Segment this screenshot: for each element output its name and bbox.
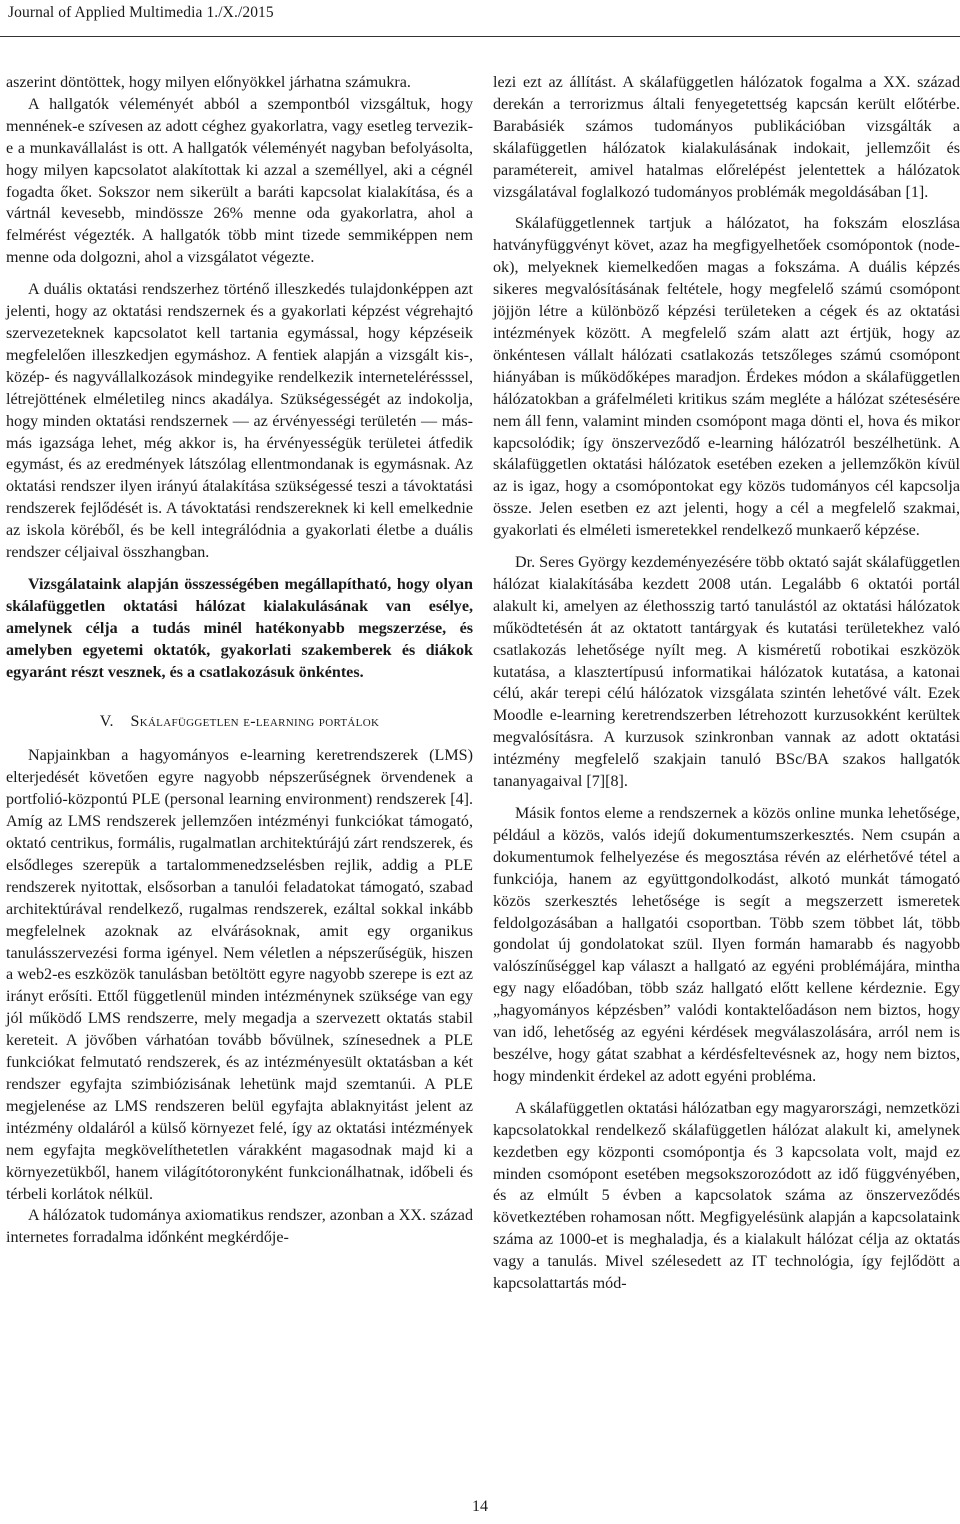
paragraph: Dr. Seres György kezdeményezésére több oktató saját skálafüggetlen hálózat kialakításába kezdett 2008 után. Legalább 6 oktatói portál alakult ki, amelyen az élethosszig tartó tanulástól az oktatási hálózatok működtetésén át az oktatott tantárgyak és kutatási területekhez való csatlakozás lehetősége nyílt meg. A kisméretű robotikai eszközök kutatása, a klasztertípusú informatikai hálózatok kutatása, a katonai célú, akár terepi célú hálózatok vizsgálata szintén lehetővé vált. Ezek Moodle e-learning keretrendszerben létrehozott kurzusokként kerültek megvalósításra. A kurzusok szinkronban vannak az adott oktatási intézmény megfelelő szakjain tanuló BSc/BA szakos hallgatók tananyagaival [7][8].	[493, 554, 960, 791]
section-title: Skálafüggetlen e-learning portálok	[130, 713, 380, 731]
paragraph: A hálózatok tudománya axiomatikus rendszer, azonban a XX. század internetes forradalma időnként megkérdője-	[6, 1207, 473, 1247]
paragraph: lezi ezt az állítást. A skálafüggetlen hálózatok fogalma a XX. század derekán a terrorizmus általi fenyegetettség kapcsán került előtérbe. Barabásiék számos tudományos publikációban vizsgálták a skálafüggetlen hálózatok kialakulásának indokait, jellemzőit és paramétereit, amivel hatalmas előrelépést jelentettek a hálózatok vizsgálatával foglalkozó tudományos problémák megoldásában [1].	[493, 74, 960, 201]
left-column	[6, 72, 473, 1249]
conclusion-paragraph: Vizsgálataink alapján összességében megállapítható, hogy olyan skálafüggetlen oktatási hálózat kialakulásának van esélye, amelynek célja a tudás minél hatékonyabb megszerzése, és amelyben egyetemi oktatók, gyakorlati szakemberek és diákok egyaránt részt vesznek, és a csatlakozásuk önkéntes.	[6, 575, 473, 681]
paragraph: aszerint döntöttek, hogy milyen előnyökkel járhatna számukra.	[6, 74, 411, 91]
right-column	[493, 72, 960, 1295]
section-heading	[6, 711, 473, 733]
paragraph: Másik fontos eleme a rendszernek a közös online munka lehetősége, például a közös, valós idejű dokumentumszerkesztés. Nem csupán a dokumentumok felhelyezése és megosztása révén az elérhetővé tétel a funkciója, hanem az együttgondolkodást, alkotó munkát támogató közös szerkesztés lehetősége is segít a megszerzett ismeretek feldolgozásában a hallgatói csoportban. Több szem többet lát, több gondolat új gondolatokat szül. Ilyen formán hamarabb és nagyobb valószínűséggel kap választ a hallgató az egyéni problémájára, mintha egy nagy előadóban, több száz hallgató előtt kellene kérdeznie. Egy „hagyományos képzésben” valódi kontaktelőadáson nem biztos, hogy van idő, lehetőség az egyéni kérdések megválaszolására, arról nem is beszélve, hogy gátat szabhat a kérdésfeltevésnek az, hogy nem biztos, hogy mindenkit érdekel az adott egyéni probléma.	[493, 805, 960, 1085]
paragraph: A skálafüggetlen oktatási hálózatban egy magyarországi, nemzetközi kapcsolatokkal rendelkező skálafüggetlen hálózat alakult ki, amelynek kezdetben egy központi csomópontja és 3 kapcsolata volt, majd ez minden csomópont esetében megsokszorozódott az idő függvényében, és az elmúlt 5 évben a kapcsolatok száma az önszerveződés következtében rohamosan nőtt. Megfigyelésünk alapján a kapcsolataink száma az 1000-et is meghaladja, és a kialakult hálózat célja az oktatás vagy a tanulás. Mivel szélesedett az IT technológia, így fejlődött a kapcsolattartás mód-	[493, 1099, 960, 1293]
running-header: Journal of Applied Multimedia 1./X./2015	[8, 4, 274, 21]
paragraph: A hallgatók véleményét abból a szempontból vizsgáltuk, hogy mennének-e szívesen az adott céghez gyakorlatra, vagy esetleg tervezik-e a munkavállalást is ott. A hallgatók véleményét nagyban befolyásolta, hogy milyen kapcsolatot alakítottak ki azzal a személlyel, aki a cégnél fogadta őket. Sokszor nem sikerült a baráti kapcsolat kialakítása, és a vártnál kevesebb, mindössze 26% menne oda gyakorlatra, ahol a felmérést végezték. A hallgatók több mint tizede semmiképpen nem menne oda dolgozni, ahol a vizsgálatot végezte.	[6, 95, 473, 267]
paragraph: Skálafüggetlennek tartjuk a hálózatot, ha fokszám eloszlása hatványfüggvényt követ, azaz ha megfigyelhetőek csomópontok (node-ok), melyeknek kiemelkedően magas a fokszáma. A duális képzés sikeres megvalósításának feltétele, hogy megfelelő számú csomópont jöjjön létre a különböző képzési területeken a cégek és az oktatási intézmények között. A megfelelő szám alatt azt értjük, hogy az önkéntesen vállalt hálózati csatlakozás tetszőleges számú csomópont hiányában is működőképes maradjon. Érdekes módon a skálafüggetlen hálózatokban a gráfelméleti kritikus szám megléte a hálózat szétesésére nem áll fenn, valamint minden csomópont maga dönti el, hova és mikor kapcsolódik; így önszerveződő e-learning hálózatról beszélhetünk. A skálafüggetlen oktatási hálózatok esetében ezeken a jellemzőkön kívül az is igaz, hogy a csomópontokat egy közös tudományos cél kapcsolja össze. Jelen esetben ez azt jelenti, hogy a cél a megfelelő szakmai, gyakorlati és elméleti ismeretekkel rendelkező munkaerő képzése.	[493, 215, 960, 540]
header-rule	[0, 36, 960, 37]
section-number: V.	[99, 713, 114, 731]
paragraph: Napjainkban a hagyományos e-learning keretrendszerek (LMS) elterjedését követően egyre nagyobb népszerűségnek örvendenek a portfolió-központú PLE (personal learning environment) rendszerek [4]. Amíg az LMS rendszerek jellemzően intézményi funkciókat támogató, oktató centrikus, formális, rugalmatlan architektúrájú zárt rendszerek, és elsődleges szerepük a tartalommenedzselésben rejlik, addig a PLE rendszerek nyitottak, elsősorban a tanulói feladatokat támogató, szabad architektúrával rendelkező, rugalmas rendszerek, ezáltal sokkal inkább megfelelnek azoknak az elvárásoknak, amit egy organikus tanulásszervezési forma igényel. Nem véletlen a népszerűségük, hiszen a web2-es eszközök tanulásban betöltött egyre nagyobb szerepe is ezt az irányt erősíti. Ettől függetlenül minden intézménynek szüksége van egy jól működő LMS rendszerre, mely megadja a szervezett oktatás stabil kereteit. A jövőben várhatóan tovább bővülnek, színesednek a PLE funkciókat felmutató rendszerek, és az intézményesült oktatásban a két rendszer egyfajta szimbiózisának lehetünk majd szemtanúi. A PLE megjelenése az LMS rendszeren belül egyfajta ablaknyitást jelent az intézmény oldaláról a külső környezet felé, így az oktatási intézmények nem egyfajta megkövelíthetetlen várakként magasodnak majd ki a környezetükből, hanem világítótoronyként funkcionálhatnak, időbeli és térbeli korlátok nélkül.	[6, 747, 473, 1203]
paragraph: A duális oktatási rendszerhez történő illeszkedés tulajdonképpen azt jelenti, hogy az oktatási rendszernek és a gyakorlati képzést végrehajtó szervezeteknek kapcsolatot kell tartania egymással, hogy képzéseik megfelelően illeszkedjen egymáshoz. A fentiek alapján a vizsgált kis-, közép- és nagyvállalkozások mindegyike rendelkezik internetelérésssel, létrejöttének elméletileg nincs akadálya. Szükségességét az indokolja, hogy minden oktatási rendszernek — az érvényességi területén — más-más igazsága lehet, még akkor is, ha érvényességük területei átfedik egymást, és az eredmények látszólag ellentmondanak is egymásnak. Az oktatási rendszer ilyen irányú átalakítása szükségessé teszi a távoktatási rendszerek fejlődését is. A távoktatási rendszereknek ki kell emelkednie az iskola köréből, és be kell integrálódnia a gyakorlati életbe a duális rendszer céljaival összhangban.	[6, 281, 473, 562]
page-number: 14	[472, 1498, 488, 1515]
